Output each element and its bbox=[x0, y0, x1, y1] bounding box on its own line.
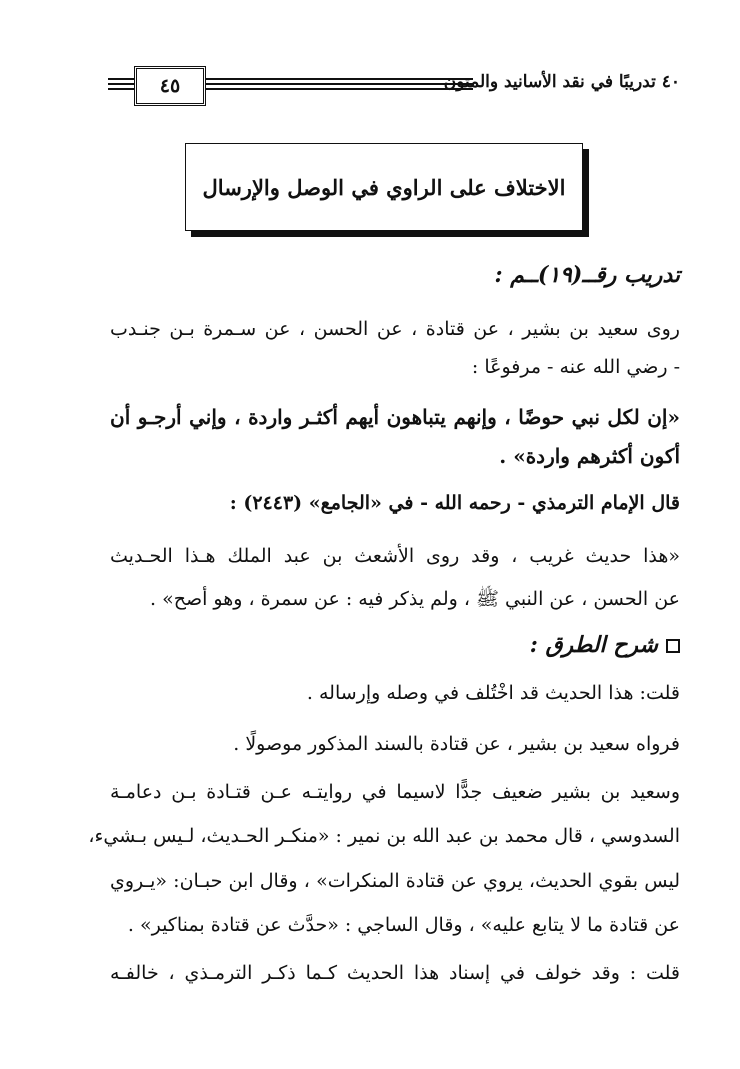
running-title: ٤٠ تدريبًا في نقد الأسانيد والمتون bbox=[443, 72, 680, 92]
page-header bbox=[108, 66, 680, 110]
text-line-12: ليس بقوي الحديث، يروي عن قتادة المنكرات» ، وقال ابن حبـان: «يـروي bbox=[110, 870, 680, 892]
exercise-label: تدريب رقــ(١٩)ــم : bbox=[494, 262, 680, 288]
text-line-14: قلت : وقد خولف في إسناد هذا الحديث كـما ذكـر الترمـذي ، خالفـه bbox=[110, 962, 680, 984]
text-line-1: روى سعيد بن بشير ، عن قتادة ، عن الحسن ، عن سـمرة بـن جنـدب bbox=[110, 318, 680, 340]
text-line-8: قلت: هذا الحديث قد اخْتُلف في وصله وإرساله . bbox=[306, 682, 680, 704]
text-line-13: عن قتادة ما لا يتابع عليه» ، وقال الساجي : «حدَّث عن قتادة بمناكير» . bbox=[127, 914, 680, 936]
hadith-text-line-2: أكون أكثرهم واردة» . bbox=[499, 444, 680, 468]
text-line-2: - رضي الله عنه - مرفوعًا : bbox=[471, 356, 680, 378]
page-number: ٤٥ bbox=[134, 66, 206, 106]
tirmidhi-quote-line-1: «هذا حديث غريب ، وقد روى الأشعث بن عبد الملك هـذا الحـديث bbox=[110, 545, 680, 567]
text-line-9: فرواه سعيد بن بشير ، عن قتادة بالسند المذكور موصولًا . bbox=[233, 733, 680, 755]
hadith-text-line-1: «إن لكل نبي حوضًا ، وإنهم يتباهون أيهم أكثـر واردة ، وإني أرجـو أن bbox=[110, 405, 680, 429]
chapter-heading: الاختلاف على الراوي في الوصل والإرسال bbox=[202, 174, 566, 200]
text-line-10: وسعيد بن بشير ضعيف جدًّا لاسيما في روايتـه عـن قتـادة بـن دعامـة bbox=[110, 781, 680, 803]
section-heading-text: شرح الطرق : bbox=[529, 632, 658, 658]
header-rule-middle bbox=[205, 78, 473, 94]
chapter-heading-box bbox=[185, 143, 583, 231]
square-bullet-icon bbox=[666, 639, 680, 653]
text-line-11: السدوسي ، قال محمد بن عبد الله بن نمير : «منكـر الحـديث، لـيس بـشيء، bbox=[88, 825, 680, 847]
tirmidhi-citation: قال الإمام الترمذي - رحمه الله - في «الجامع» (٢٤٤٣) : bbox=[229, 492, 680, 514]
tirmidhi-quote-line-2: عن الحسن ، عن النبي ﷺ ، ولم يذكر فيه : عن سمرة ، وهو أصح» . bbox=[150, 588, 680, 610]
header-rule-left bbox=[108, 78, 136, 94]
section-heading bbox=[110, 632, 680, 658]
